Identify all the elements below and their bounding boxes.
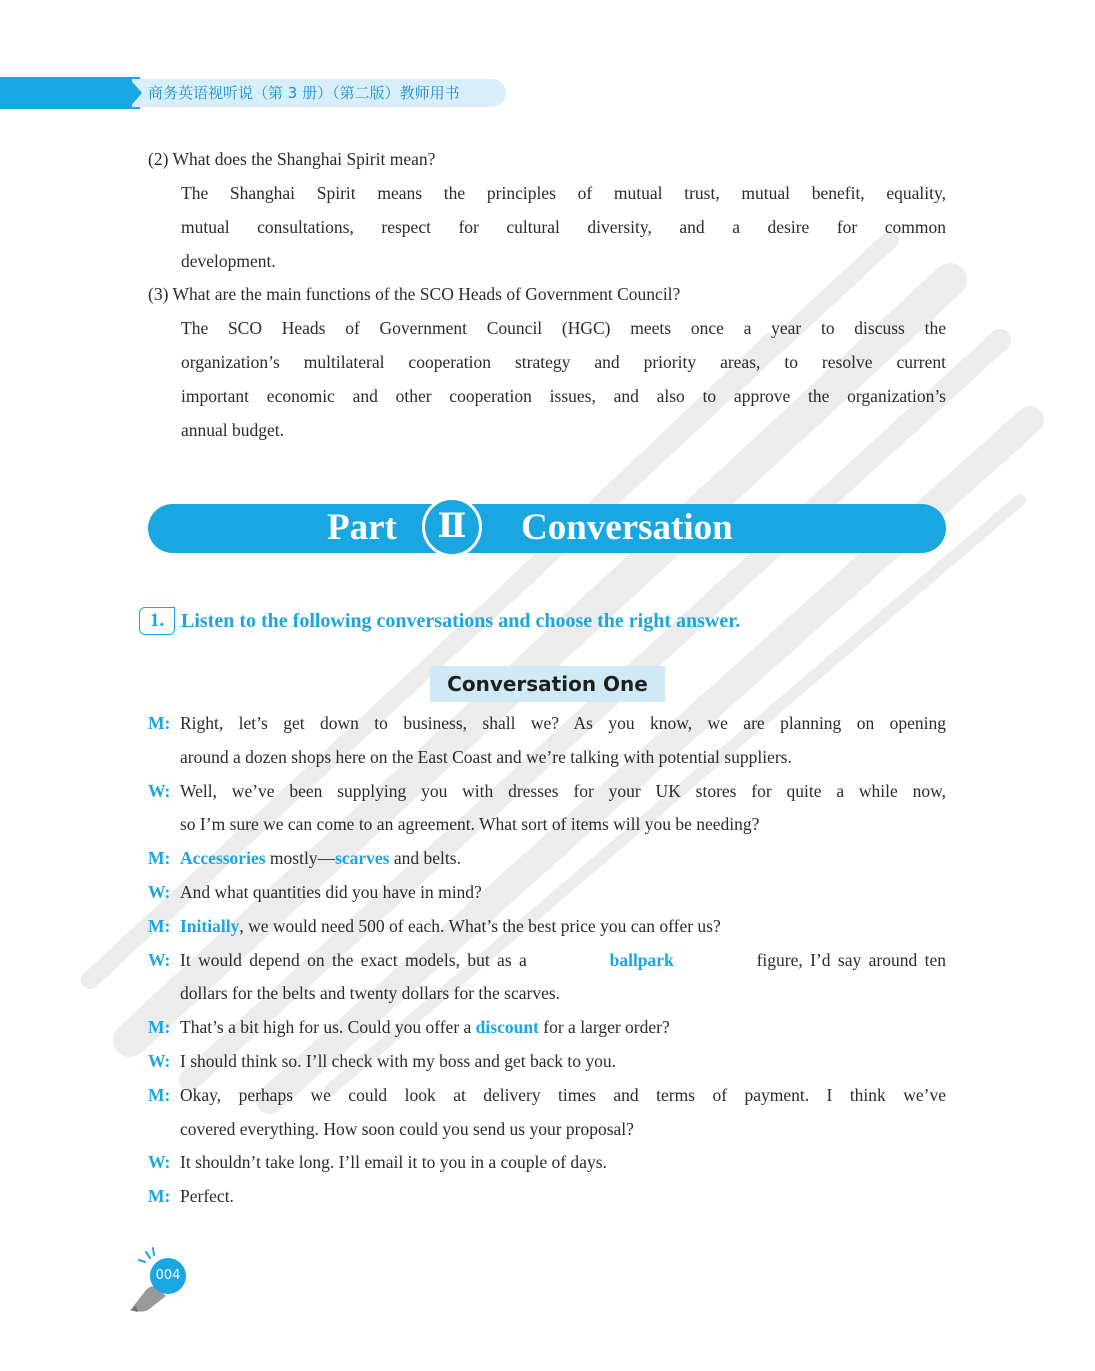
answer-3-line: annual budget. — [181, 420, 285, 440]
text-fragment: for a larger order? — [538, 1017, 670, 1038]
keyword: discount — [475, 1017, 539, 1038]
speaker-label: W: — [148, 1050, 171, 1071]
dialogue-turn — [148, 910, 946, 944]
keyword: ballpark — [609, 949, 674, 970]
dialogue-line — [148, 775, 946, 809]
dialogue-turn — [148, 775, 946, 843]
dialogue-text: Perfect. — [180, 1186, 234, 1207]
answer-2-line: mutual consultations, respect for cultural diversity, and a desire for common — [181, 217, 946, 237]
running-header-title: 商务英语视听说（第 3 册）（第二版）教师用书 — [148, 84, 460, 102]
dialogue-turn — [148, 1011, 946, 1045]
answer-3-line: organization’s multilateral cooperation strategy and priority areas, to resolve current — [181, 352, 946, 372]
section-number: 1. — [139, 607, 175, 635]
answer-2 — [181, 176, 946, 278]
text-fragment: and belts. — [389, 848, 461, 869]
dialogue-line — [148, 707, 946, 741]
dialogue-text: I should think so. I’ll check with my boss and get back to you. — [180, 1050, 616, 1071]
speaker-label: M: — [148, 1017, 171, 1038]
dialogue-turn — [148, 1045, 946, 1079]
dialogue-line: covered everything. How soon could you send us your proposal? — [180, 1118, 634, 1139]
part-numeral-badge: Ⅱ — [422, 497, 482, 557]
dialogue-text — [180, 842, 461, 876]
answer-3 — [181, 311, 946, 447]
dialogue-text — [180, 910, 721, 944]
answer-2-line: development. — [181, 251, 276, 271]
dialogue-turn — [148, 876, 946, 910]
dialogue-line — [148, 1079, 946, 1113]
dialogue-line — [148, 944, 946, 978]
section-instruction: Listen to the following conversations and choose the right answer. — [181, 610, 741, 632]
speaker-label: M: — [148, 713, 171, 733]
answer-3-line: important economic and other cooperation issues, and also to approve the organization’s — [181, 386, 946, 406]
part-title: Conversation — [521, 507, 733, 548]
text-fragment: It would depend on the exact models, but as a — [180, 949, 527, 970]
speaker-label: M: — [148, 848, 171, 869]
dialogue-text: Well, we’ve been supplying you with dresses for your UK stores for quite a while now, — [180, 780, 946, 801]
text-fragment: figure, I’d say around ten — [756, 949, 946, 970]
speaker-label: M: — [148, 1186, 171, 1207]
dialogue-text — [180, 1011, 670, 1045]
dialogue-text: Okay, perhaps we could look at delivery times and terms of payment. I think we’ve — [180, 1084, 946, 1105]
speaker-label: M: — [148, 1084, 171, 1105]
speaker-label: W: — [148, 1152, 171, 1173]
speaker-label: W: — [148, 949, 171, 970]
text-fragment: , we would need 500 of each. What’s the best price you can offer us? — [239, 915, 721, 936]
dialogue — [148, 707, 946, 1214]
dialogue-text: It shouldn’t take long. I’ll email it to you in a couple of days. — [180, 1152, 607, 1173]
header-chevron — [128, 77, 142, 109]
dialogue-line: so I’m sure we can come to an agreement. What sort of items will you be needing? — [180, 814, 760, 835]
dialogue-line: dollars for the belts and twenty dollars for the scarves. — [180, 983, 561, 1004]
dialogue-text — [180, 944, 946, 978]
dialogue-text: Right, let’s get down to business, shall we? As you know, we are planning on opening — [180, 713, 946, 733]
dialogue-turn — [148, 1180, 946, 1214]
text-fragment: mostly— — [265, 848, 336, 869]
dialogue-turn — [148, 1146, 946, 1180]
header-accent-bar — [0, 77, 140, 109]
answer-3-line: The SCO Heads of Government Council (HGC) meets once a year to discuss the — [181, 318, 946, 338]
dialogue-text: And what quantities did you have in mind? — [180, 881, 482, 902]
keyword: scarves — [335, 848, 390, 869]
speaker-label: M: — [148, 915, 171, 936]
keyword: Accessories — [180, 848, 266, 869]
dialogue-turn — [148, 842, 946, 876]
page-number: 004 — [150, 1258, 186, 1294]
part-word: Part — [327, 507, 397, 548]
dialogue-turn — [148, 707, 946, 775]
dialogue-turn — [148, 1079, 946, 1147]
speaker-label: W: — [148, 780, 171, 801]
answer-2-line: The Shanghai Spirit means the principles of mutual trust, mutual benefit, equality, — [181, 183, 946, 203]
keyword: Initially — [180, 915, 240, 936]
conversation-label: Conversation One — [430, 666, 665, 702]
text-fragment: That’s a bit high for us. Could you offer a — [180, 1017, 476, 1038]
speaker-label: W: — [148, 881, 171, 902]
dialogue-line: around a dozen shops here on the East Coast and we’re talking with potential suppliers. — [180, 746, 792, 767]
dialogue-turn — [148, 944, 946, 1012]
question-3: (3) What are the main functions of the SCO Heads of Government Council? — [148, 284, 681, 304]
question-2: (2) What does the Shanghai Spirit mean? — [148, 149, 436, 169]
